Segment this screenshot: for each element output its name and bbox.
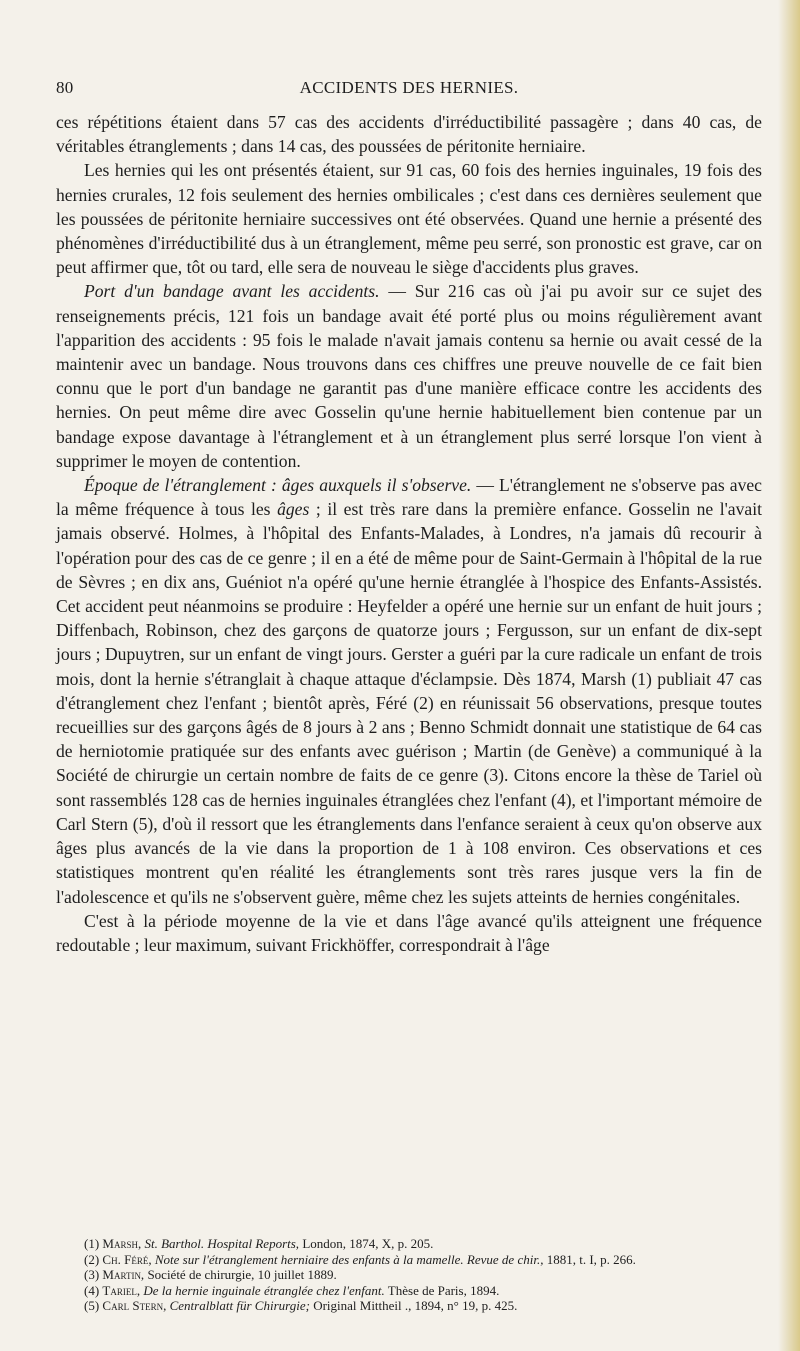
- footnote-title: Centralblatt für Chirurgie;: [169, 1298, 310, 1314]
- paragraph: C'est à la période moyenne de la vie et dans l'âge avancé qu'ils atteignent une fréquence redoutable ; leur maximum, suivant Frickhöffer, correspondrait à l'âge: [56, 910, 762, 955]
- footnote-rest: 1881, t. I, p. 266.: [543, 1251, 636, 1267]
- footnotes: [56, 1236, 762, 1314]
- footnote: [56, 1267, 762, 1283]
- italic-word: âges: [277, 499, 310, 520]
- footnote-rest: Original Mittheil ., 1894, n° 19, p. 425.: [309, 1298, 518, 1314]
- footnote: [56, 1298, 762, 1314]
- page-number: 80: [56, 78, 74, 97]
- footnote: [56, 1252, 762, 1268]
- footnote-author: Martin,: [102, 1267, 145, 1283]
- footnote-author: Tariel,: [102, 1282, 141, 1298]
- paragraph: ces répétitions étaient dans 57 cas des accidents d'irréductibilité passagère ; dans 40 cas, de véritables étranglements ; dans 14 cas, des poussées de péritonite herniaire.: [56, 112, 762, 157]
- footnote-mark: (3): [84, 1267, 100, 1283]
- paragraph-text: ; il est très rare dans la première enfance. Gosselin ne l'avait jamais observé. Holmes, à l'hôpital des Enfants-Malades, à Londres, n'a jamais dû recourir à l'opération pour des cas de ce genre ; il en a été de même pour de Saint-Germain à l'hôpital de la rue de Sèvres ; en dix ans, Guéniot n'a opéré qu'une hernie étranglée à l'hospice des Enfants-Assistés. Cet accident peut néanmoins se produire : Heyfelder a opéré une hernie sur un enfant de huit jours ; Diffenbach, Robinson, chez des garçons de quatorze jours ; Fergusson, sur un enfant de dix-sept jours ; Dupuytren, sur un enfant de vingt jours. Gerster a guéri par la cure radicale un enfant de trois mois, dont la hernie s'étranglait à chaque attaque d'éclampsie. Dès 1874, Marsh (1) publiait 47 cas d'étranglement chez l'enfant ; bientôt après, Féré (2) en réunissait 56 observations, presque toutes recueillies sur des garçons âgés de 8 jours à 2 ans ; Benno Schmidt donnait une statistique de 64 cas de herniotomie pratiquée sur des enfants avec guérison ; Martin (de Genève) a communiqué à la Société de chirurgie un certain nombre de faits de ce genre (3). Citons encore la thèse de Tariel où sont rassemblés 128 cas de hernies inguinales étranglées chez l'enfant (4), et l'important mémoire de Carl Stern (5), d'où il ressort que les étranglements dans l'enfance seraient à ceux qu'on observe aux âges plus avancés de la vie dans la proportion de 1 à 108 environ. Ces observations et ces statistiques montrent qu'en réalité les étranglements sont très rares jusque vers la fin de l'adolescence et qu'ils ne s'observent guère, même chez les sujets atteints de hernies congénitales.: [56, 499, 762, 907]
- footnote-author: Marsh,: [102, 1236, 142, 1251]
- footnote-author: Ch. Féré,: [102, 1251, 152, 1267]
- footnote-author: Carl Stern,: [102, 1298, 167, 1314]
- footnote-mark: (4): [84, 1282, 100, 1298]
- footnote: [56, 1236, 762, 1252]
- footnote-title: St. Barthol. Hospital Reports,: [144, 1236, 300, 1251]
- section-heading: Époque de l'étranglement : âges auxquels il s'observe.: [84, 475, 472, 496]
- section-heading: Port d'un bandage avant les accidents.: [84, 281, 380, 302]
- running-header: [56, 78, 762, 98]
- paragraph: Les hernies qui les ont présentés étaient, sur 91 cas, 60 fois des hernies inguinales, 19 fois des hernies crurales, 12 fois seulement des hernies ombilicales ; c'est dans ces dernières seulement que les poussées de péritonite herniaire successives ont été observées. Quand une hernie a présenté des phénomènes d'irréductibilité dus à un étranglement, même peu serré, son pronostic est grave, car on peut affirmer que, tôt ou tard, elle sera de nouveau le siège d'accidents plus graves.: [56, 160, 762, 278]
- footnote-title: De la hernie inguinale étranglée chez l'enfant.: [143, 1282, 385, 1298]
- paragraph: [56, 473, 762, 909]
- footnote: [56, 1283, 762, 1299]
- running-title: ACCIDENTS DES HERNIES.: [299, 78, 519, 97]
- footnote-rest: London, 1874, X, p. 205.: [299, 1236, 434, 1251]
- footnote-mark: (5): [84, 1298, 100, 1314]
- footnote-rest: Thèse de Paris, 1894.: [384, 1282, 500, 1298]
- paragraph-text: — Sur 216 cas où j'ai pu avoir sur ce sujet des renseignements précis, 121 fois un bandage avait été porté plus ou moins régulièrement avant l'apparition des accidents : 95 fois le malade n'avait jamais contenu sa hernie ou avait cessé de la maintenir avec un bandage. Nous trouvons dans ces chiffres une preuve nouvelle de ce fait bien connu que le port d'un bandage ne garantit pas d'une manière efficace contre les accidents des hernies. On peut même dire avec Gosselin qu'une hernie habituellement bien contenue par un bandage expose davantage à l'étranglement et à un étranglement plus serré lorsque l'on vient à supprimer le moyen de contention.: [56, 281, 762, 471]
- paragraph: [56, 279, 762, 473]
- body-text: [56, 110, 762, 957]
- footnote-mark: (2): [84, 1251, 100, 1267]
- page-edge: [778, 0, 800, 1351]
- paragraph-text: — L'étranglement ne s'observe pas avec la même fréquence à tous les: [56, 475, 762, 520]
- footnote-mark: (1): [84, 1236, 100, 1251]
- footnote-rest: Société de chirurgie, 10 juillet 1889.: [144, 1267, 337, 1283]
- footnote-title: Note sur l'étranglement herniaire des enfants à la mamelle. Revue de chir.,: [154, 1251, 544, 1267]
